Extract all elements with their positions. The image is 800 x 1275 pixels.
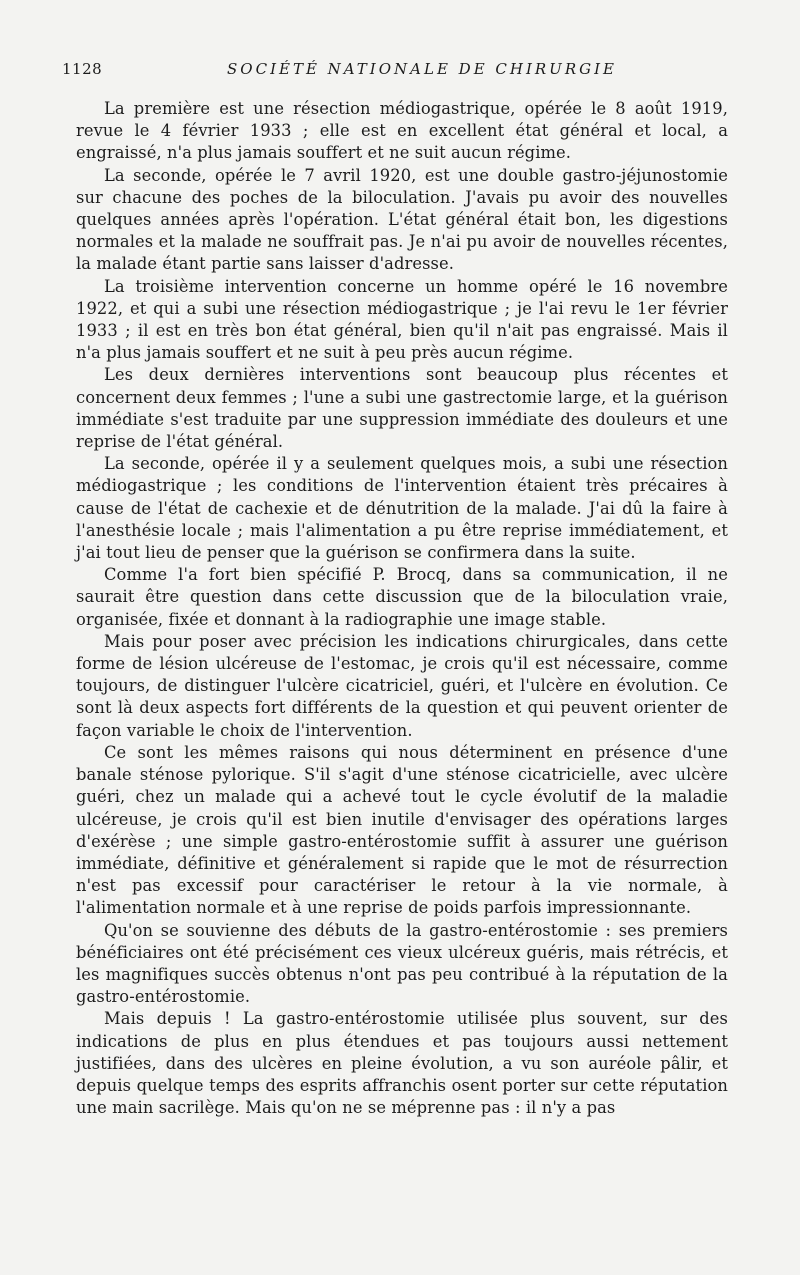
running-head	[62, 60, 728, 86]
paragraph: La seconde, opérée il y a seulement quelques mois, a subi une résection médiogastrique ; les conditions de l'intervention étaient très précaires à cause de l'état de cachexie et de dénutrition de la malade. J'ai dû la faire à l'anesthésie locale ; mais l'alimentation a pu être reprise immédiatement, et j'ai tout lieu de penser que la guérison se confirmera dans la suite.	[76, 454, 728, 563]
paragraph: Ce sont les mêmes raisons qui nous déterminent en présence d'une banale sténose pylorique. S'il s'agit d'une sténose cicatricielle, avec ulcère guéri, chez un malade qui a achevé tout le cycle évolutif de la maladie ulcéreuse, je crois qu'il est bien inutile d'envisager des opérations larges d'exérèse ; une simple gastro-entérostomie suffit à assurer une guérison immédiate, définitive et généralement si rapide que le mot de résurrection n'est pas excessif pour caractériser le retour à la vie normale, à l'alimentation normale et à une reprise de poids parfois impressionnante.	[76, 742, 728, 918]
paragraph: La seconde, opérée le 7 avril 1920, est une double gastro-jéjunostomie sur chacune des poches de la biloculation. J'avais pu avoir des nouvelles quelques années après l'opération. L'état général était bon, les digestions normales et la malade ne souffrait pas. Je n'ai pu avoir de nouvelles récentes, la malade étant partie sans laisser d'adresse.	[76, 165, 728, 274]
journal-title: SOCIÉTÉ NATIONALE DE CHIRURGIE	[227, 60, 617, 78]
body-text	[76, 98, 728, 1119]
page-number: 1128	[62, 60, 103, 78]
paragraph: La troisième intervention concerne un homme opéré le 16 novembre 1922, et qui a subi une résection médiogastrique ; je l'ai revu le 1er février 1933 ; il est en très bon état général, bien qu'il n'ait pas engraissé. Mais il n'a plus jamais souffert et ne suit à peu près aucun régime.	[76, 276, 728, 363]
paragraph: Mais pour poser avec précision les indications chirurgicales, dans cette forme de lésion ulcéreuse de l'estomac, je crois qu'il est nécessaire, comme toujours, de distinguer l'ulcère cicatriciel, guéri, et l'ulcère en évolution. Ce sont là deux aspects fort différents de la question et qui peuvent orienter de façon variable le choix de l'intervention.	[76, 631, 728, 740]
paragraph: La première est une résection médiogastrique, opérée le 8 août 1919, revue le 4 février 1933 ; elle est en excellent état général et local, a engraissé, n'a plus jamais souffert et ne suit aucun régime.	[76, 99, 728, 163]
paragraph: Qu'on se souvienne des débuts de la gastro-entérostomie : ses premiers bénéficiaires ont été précisément ces vieux ulcéreux guéris, mais rétrécis, et les magnifiques succès obtenus n'ont pas peu contribué à la réputation de la gastro-entérostomie.	[76, 920, 728, 1007]
paragraph: Mais depuis ! La gastro-entérostomie utilisée plus souvent, sur des indications de plus en plus étendues et pas toujours aussi nettement justifiées, dans des ulcères en pleine évolution, a vu son auréole pâlir, et depuis quelque temps des esprits affranchis osent porter sur cette réputation une main sacrilège. Mais qu'on ne se méprenne pas : il n'y a pas	[76, 1009, 728, 1118]
paragraph: Comme l'a fort bien spécifié P. Brocq, dans sa communication, il ne saurait être question dans cette discussion que de la biloculation vraie, organisée, fixée et donnant à la radiographie une image stable.	[76, 565, 728, 629]
paragraph: Les deux dernières interventions sont beaucoup plus récentes et concernent deux femmes ; l'une a subi une gastrectomie large, et la guérison immédiate s'est traduite par une suppression immédiate des douleurs et une reprise de l'état général.	[76, 365, 728, 452]
